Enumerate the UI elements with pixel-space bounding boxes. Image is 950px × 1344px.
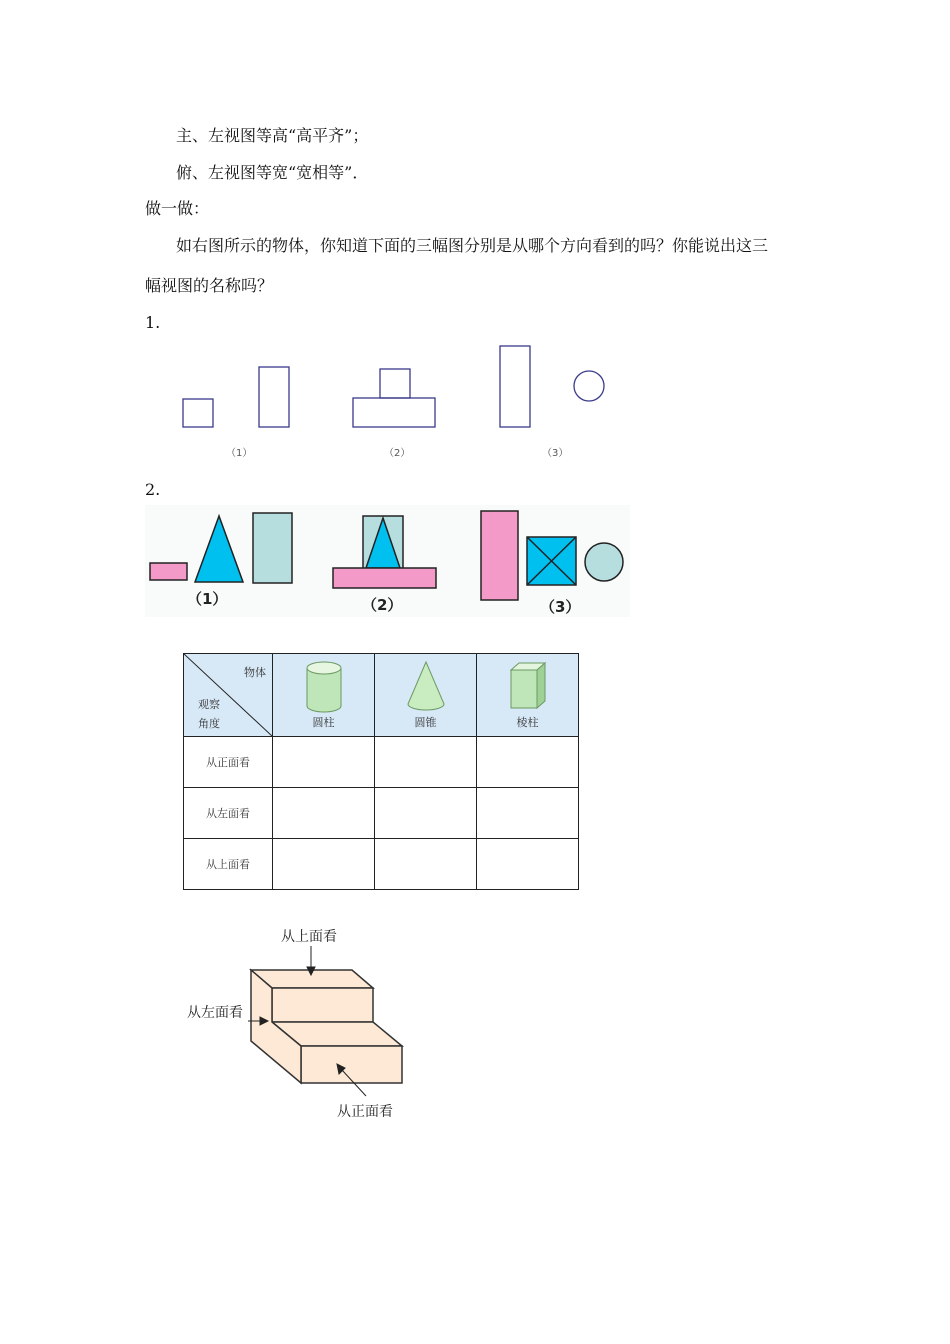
- solid-upper-front-face: [272, 988, 373, 1022]
- label-top-view: 从上面看: [281, 929, 337, 945]
- table-col-prism: [477, 654, 579, 737]
- fig2-label-3: （3）: [540, 598, 581, 616]
- corner-bottom-label-1: 观察: [198, 698, 220, 711]
- table-cell: [375, 788, 477, 839]
- text-line-3: 做一做：: [145, 199, 210, 218]
- solid-lower-front-face: [301, 1046, 402, 1083]
- table-col-cone: [375, 654, 477, 737]
- fig2-view1-pink-rect: [150, 563, 187, 580]
- table-header-row: [184, 654, 579, 737]
- figure-1: [170, 340, 620, 440]
- fig1-view1-rect: [259, 367, 289, 427]
- cone-icon: [405, 660, 447, 716]
- table-cell: [375, 839, 477, 890]
- table-cell: [273, 839, 375, 890]
- fig2-label-2: （2）: [362, 596, 403, 614]
- label-front-view: 从正面看: [337, 1104, 393, 1120]
- fig1-label-2: （2）: [384, 448, 411, 459]
- label-left-view: 从左面看: [187, 1005, 243, 1021]
- table-row: [184, 788, 579, 839]
- table-cell: [273, 737, 375, 788]
- fig1-label-1: （1）: [226, 448, 253, 459]
- fig2-view3-pink-rect: [481, 511, 518, 600]
- fig2-view3-circle: [585, 543, 623, 581]
- corner-top-label: 物体: [244, 666, 266, 679]
- row-label-front: 从正面看: [184, 737, 273, 788]
- table-row: [184, 737, 579, 788]
- fig2-view2-pink-base: [333, 568, 436, 588]
- fig1-view3-circle: [574, 371, 604, 401]
- prism-icon: [507, 660, 549, 716]
- col-label-cylinder: 圆柱: [312, 716, 335, 729]
- text-line-2: 俯、左视图等宽“宽相等”．: [176, 163, 369, 182]
- table-cell: [477, 839, 579, 890]
- fig1-view2-base: [353, 398, 435, 427]
- table-cell: [273, 788, 375, 839]
- table-row: [184, 839, 579, 890]
- table-col-cylinder: [273, 654, 375, 737]
- corner-bottom-label-2: 角度: [198, 717, 220, 730]
- item-number-2: 2.: [145, 480, 161, 499]
- col-label-prism: 棱柱: [516, 716, 539, 729]
- item-number-1: 1.: [145, 313, 161, 332]
- text-line-5: 幅视图的名称吗？: [145, 276, 274, 295]
- text-line-4: 如右图所示的物体，你知道下面的三幅图分别是从哪个方向看到的吗？你能说出这三: [176, 236, 769, 255]
- row-label-top: 从上面看: [184, 839, 273, 890]
- views-table: [183, 653, 579, 890]
- fig1-view3-rect: [500, 346, 530, 427]
- table-cell: [477, 788, 579, 839]
- cylinder-icon: [304, 660, 344, 716]
- table-cell: [477, 737, 579, 788]
- fig2-label-1: （1）: [187, 590, 228, 608]
- table-cell: [375, 737, 477, 788]
- row-label-left: 从左面看: [184, 788, 273, 839]
- fig1-view1-square: [183, 399, 213, 427]
- fig2-view1-teal-rect: [253, 513, 292, 583]
- table-corner-cell: [184, 654, 273, 737]
- fig1-label-3: （3）: [542, 448, 569, 459]
- col-label-cone: 圆锥: [414, 716, 437, 729]
- fig1-view2-top: [380, 369, 410, 398]
- text-line-1: 主、左视图等高“高平齐”；: [176, 126, 369, 145]
